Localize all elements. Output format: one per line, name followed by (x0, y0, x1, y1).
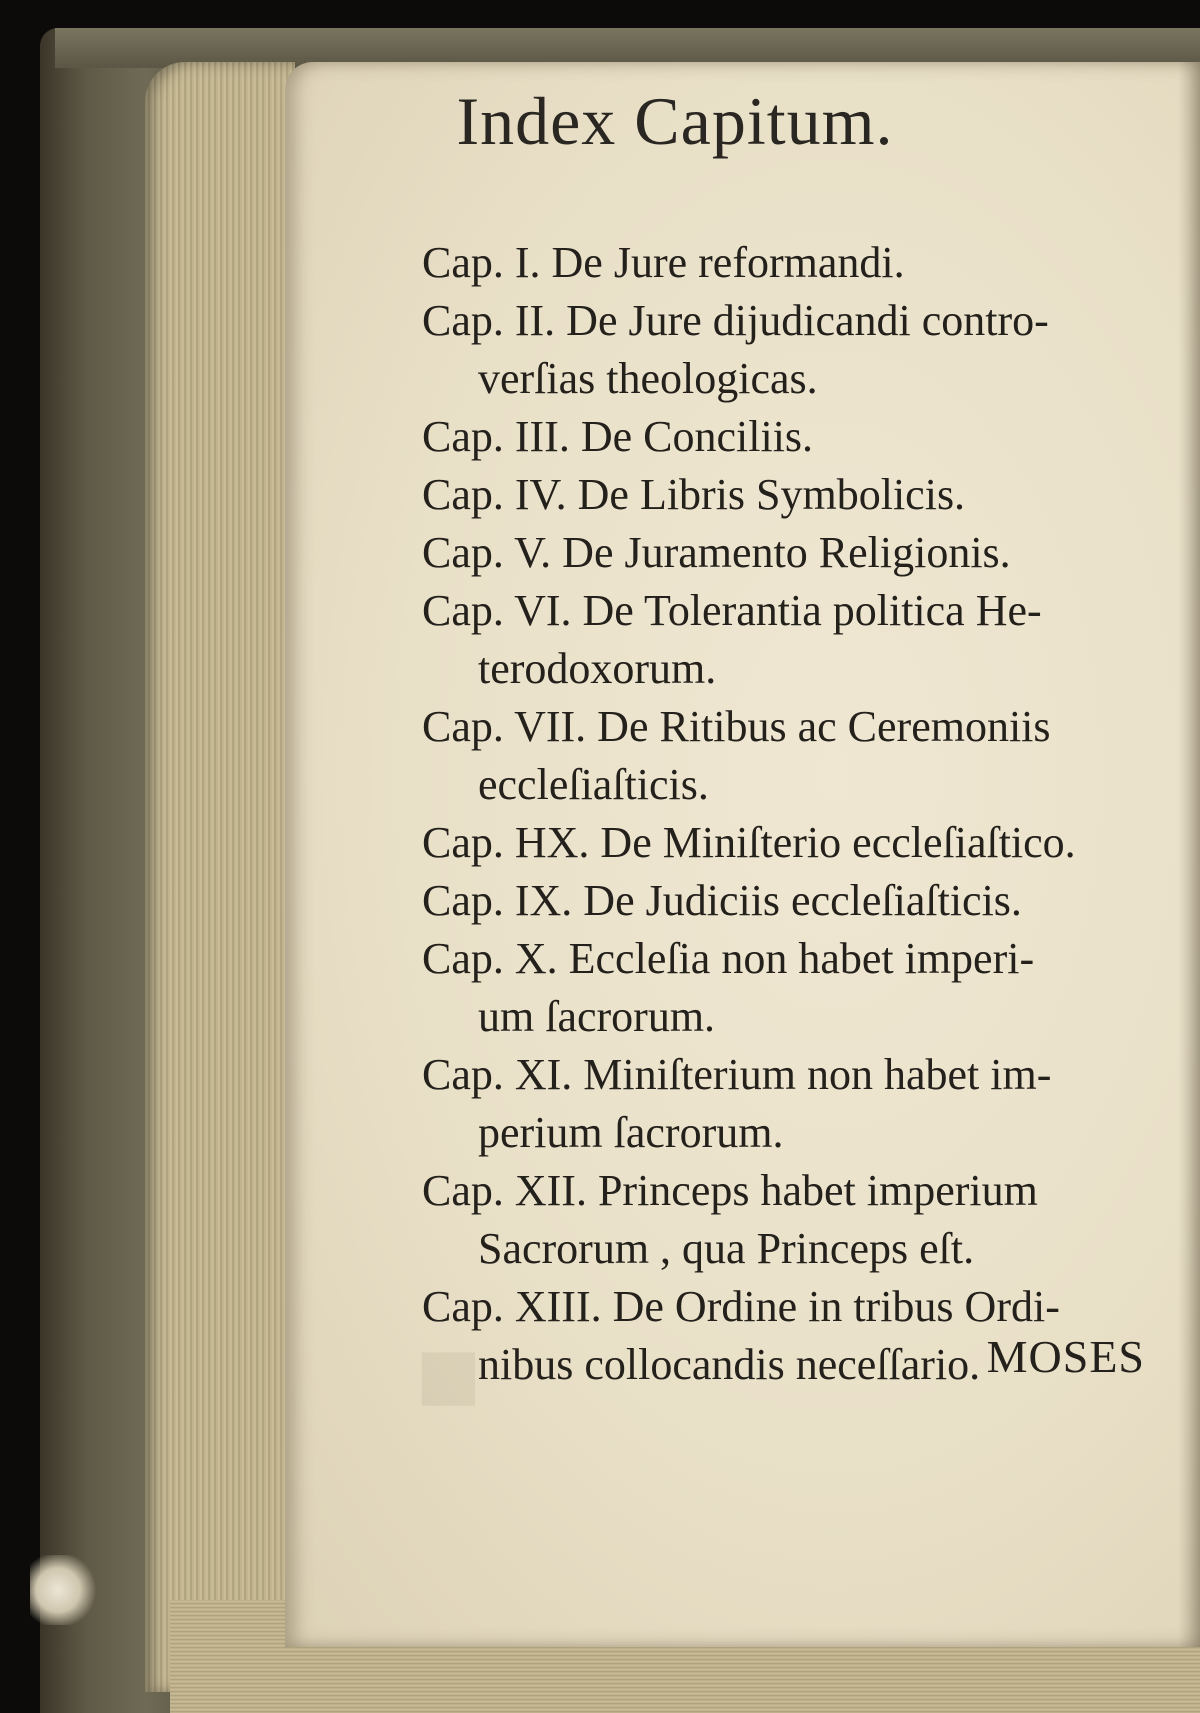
chapter-entry (422, 872, 1182, 930)
show-through-text: ■ (415, 1314, 482, 1436)
page-title: Index Capitum. (456, 83, 894, 159)
chapter-entry (422, 524, 1182, 582)
chapter-entry (422, 1162, 1182, 1278)
chapter-entry-line: Cap. II. De Jure dijudicandi contro- (422, 296, 1049, 345)
chapter-entry-continuation: perium ſacrorum. (478, 1108, 784, 1157)
chapter-entry-continuation: nibus collocandis neceſſario. (478, 1340, 981, 1389)
book-page (285, 62, 1200, 1647)
frayed-binding-thread (30, 1555, 100, 1625)
chapter-entry-line: Cap. XII. Princeps habet imperium (422, 1166, 1038, 1215)
chapter-entry-continuation: terodoxorum. (478, 644, 717, 693)
chapter-entry-line: Cap. VI. De Tolerantia politica He- (422, 586, 1042, 635)
page-edges-stack (145, 62, 295, 1692)
chapter-entry-line: Cap. IV. De Libris Symbolicis. (422, 470, 966, 519)
chapter-entry-line: Cap. I. De Jure reformandi. (422, 238, 905, 287)
chapter-entry (422, 234, 1182, 292)
chapter-entry (422, 466, 1182, 524)
chapter-entry-line: Cap. XI. Miniſterium non habet im- (422, 1050, 1052, 1099)
chapter-entry-continuation: Sacrorum , qua Princeps eſt. (478, 1224, 975, 1273)
chapter-entry (422, 292, 1182, 408)
chapter-index-list (422, 234, 1182, 1394)
chapter-entry (422, 582, 1182, 698)
chapter-entry-continuation: um ſacrorum. (478, 992, 716, 1041)
chapter-entry-line: Cap. HX. De Miniſterio eccleſiaſtico. (422, 818, 1076, 867)
chapter-entry-continuation: verſias theologicas. (478, 354, 818, 403)
chapter-entry-line: Cap. V. De Juramento Religionis. (422, 528, 1011, 577)
chapter-entry-line: Cap. VII. De Ritibus ac Ceremoniis (422, 702, 1051, 751)
chapter-entry-line: Cap. X. Eccleſia non habet imperi- (422, 934, 1035, 983)
catchword: MOSES (986, 1331, 1145, 1382)
chapter-entry (422, 408, 1182, 466)
chapter-entry (422, 1046, 1182, 1162)
chapter-entry (422, 698, 1182, 814)
chapter-entry (422, 930, 1182, 1046)
chapter-entry-line: Cap. IX. De Judiciis eccleſiaſticis. (422, 876, 1022, 925)
chapter-entry-line: Cap. XIII. De Ordine in tribus Ordi- (422, 1282, 1060, 1331)
chapter-entry-continuation: eccleſiaſticis. (478, 760, 709, 809)
chapter-entry (422, 814, 1182, 872)
chapter-entry-line: Cap. III. De Conciliis. (422, 412, 814, 461)
